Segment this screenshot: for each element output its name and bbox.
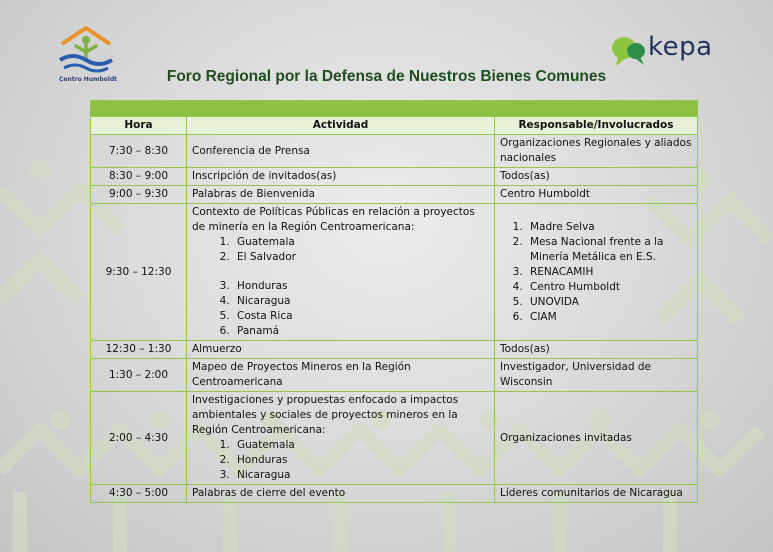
- cell-actividad: [187, 392, 495, 485]
- cell-hora: 7:30 – 8:30: [91, 135, 187, 168]
- table-row: [91, 341, 698, 359]
- cell-responsable: Investigador, Universidad de Wisconsin: [495, 359, 698, 392]
- cell-actividad: Almuerzo: [187, 341, 495, 359]
- list-spacer: [233, 265, 489, 279]
- organization-list: [500, 220, 692, 325]
- list-item: 1. Guatemala: [233, 438, 489, 453]
- cell-actividad: Palabras de Bienvenida: [187, 186, 495, 204]
- cell-hora: 2:00 – 4:30: [91, 392, 187, 485]
- list-item: 6. Panamá: [233, 324, 489, 339]
- centro-humboldt-caption: Centro Humboldt: [59, 76, 117, 83]
- kepa-wordmark: kepa: [648, 32, 713, 62]
- cell-actividad: Mapeo de Proyectos Mineros en la Región Centroamericana: [187, 359, 495, 392]
- cell-responsable: Líderes comunitarios de Nicaragua: [495, 485, 698, 503]
- cell-actividad: Inscripción de invitados(as): [187, 168, 495, 186]
- table-row: [91, 204, 698, 341]
- list-item: 2. Mesa Nacional frente a la Minería Metálica en E.S.: [526, 235, 692, 265]
- list-item: 1. Guatemala: [233, 235, 489, 250]
- list-item: 5. Costa Rica: [233, 309, 489, 324]
- list-item: 6. CIAM: [526, 310, 692, 325]
- table-row: [91, 135, 698, 168]
- kepa-speech-bubbles-icon: [610, 34, 650, 70]
- list-item: 4. Centro Humboldt: [526, 280, 692, 295]
- cell-responsable: Organizaciones Regionales y aliados nacionales: [495, 135, 698, 168]
- table-header-row: [91, 117, 698, 135]
- cell-responsable: Todos(as): [495, 341, 698, 359]
- cell-responsable: Organizaciones invitadas: [495, 392, 698, 485]
- cell-hora: 4:30 – 5:00: [91, 485, 187, 503]
- list-item: 3. Nicaragua: [233, 468, 489, 483]
- list-item: 3. RENACAMIH: [526, 265, 692, 280]
- kepa-logo: [610, 34, 720, 70]
- cell-actividad: [187, 204, 495, 341]
- cell-actividad: Conferencia de Prensa: [187, 135, 495, 168]
- country-list: [192, 235, 489, 339]
- actividad-intro: Contexto de Políticas Públicas en relación a proyectos de minería en la Región Centroamericana:: [192, 206, 475, 233]
- cell-hora: 9:00 – 9:30: [91, 186, 187, 204]
- list-item: 1. Madre Selva: [526, 220, 692, 235]
- column-header-hora: Hora: [91, 117, 187, 135]
- country-list: [192, 438, 489, 483]
- table-row: [91, 186, 698, 204]
- cell-responsable: Centro Humboldt: [495, 186, 698, 204]
- cell-hora: 8:30 – 9:00: [91, 168, 187, 186]
- list-item: 3. Honduras: [233, 279, 489, 294]
- cell-hora: 1:30 – 2:00: [91, 359, 187, 392]
- list-item: 5. UNOVIDA: [526, 295, 692, 310]
- cell-hora: 9:30 – 12:30: [91, 204, 187, 341]
- list-item: 2. Honduras: [233, 453, 489, 468]
- table-row: [91, 168, 698, 186]
- table-row: [91, 359, 698, 392]
- table-header-band: [91, 101, 698, 117]
- cell-responsable: Todos(as): [495, 168, 698, 186]
- page-title: Foro Regional por la Defensa de Nuestros Bienes Comunes: [166, 68, 607, 85]
- table-row: [91, 392, 698, 485]
- list-item: 2. El Salvador: [233, 250, 489, 265]
- cell-responsable: [495, 204, 698, 341]
- actividad-intro: Investigaciones y propuestas enfocado a impactos ambientales y sociales de proyectos mineros en la Región Centroamericana:: [192, 394, 459, 436]
- column-header-responsable: Responsable/Involucrados: [495, 117, 698, 135]
- column-header-actividad: Actividad: [187, 117, 495, 135]
- table-row: [91, 485, 698, 503]
- agenda-table: [90, 100, 698, 503]
- cell-actividad: Palabras de cierre del evento: [187, 485, 495, 503]
- cell-hora: 12:30 – 1:30: [91, 341, 187, 359]
- list-item: 4. Nicaragua: [233, 294, 489, 309]
